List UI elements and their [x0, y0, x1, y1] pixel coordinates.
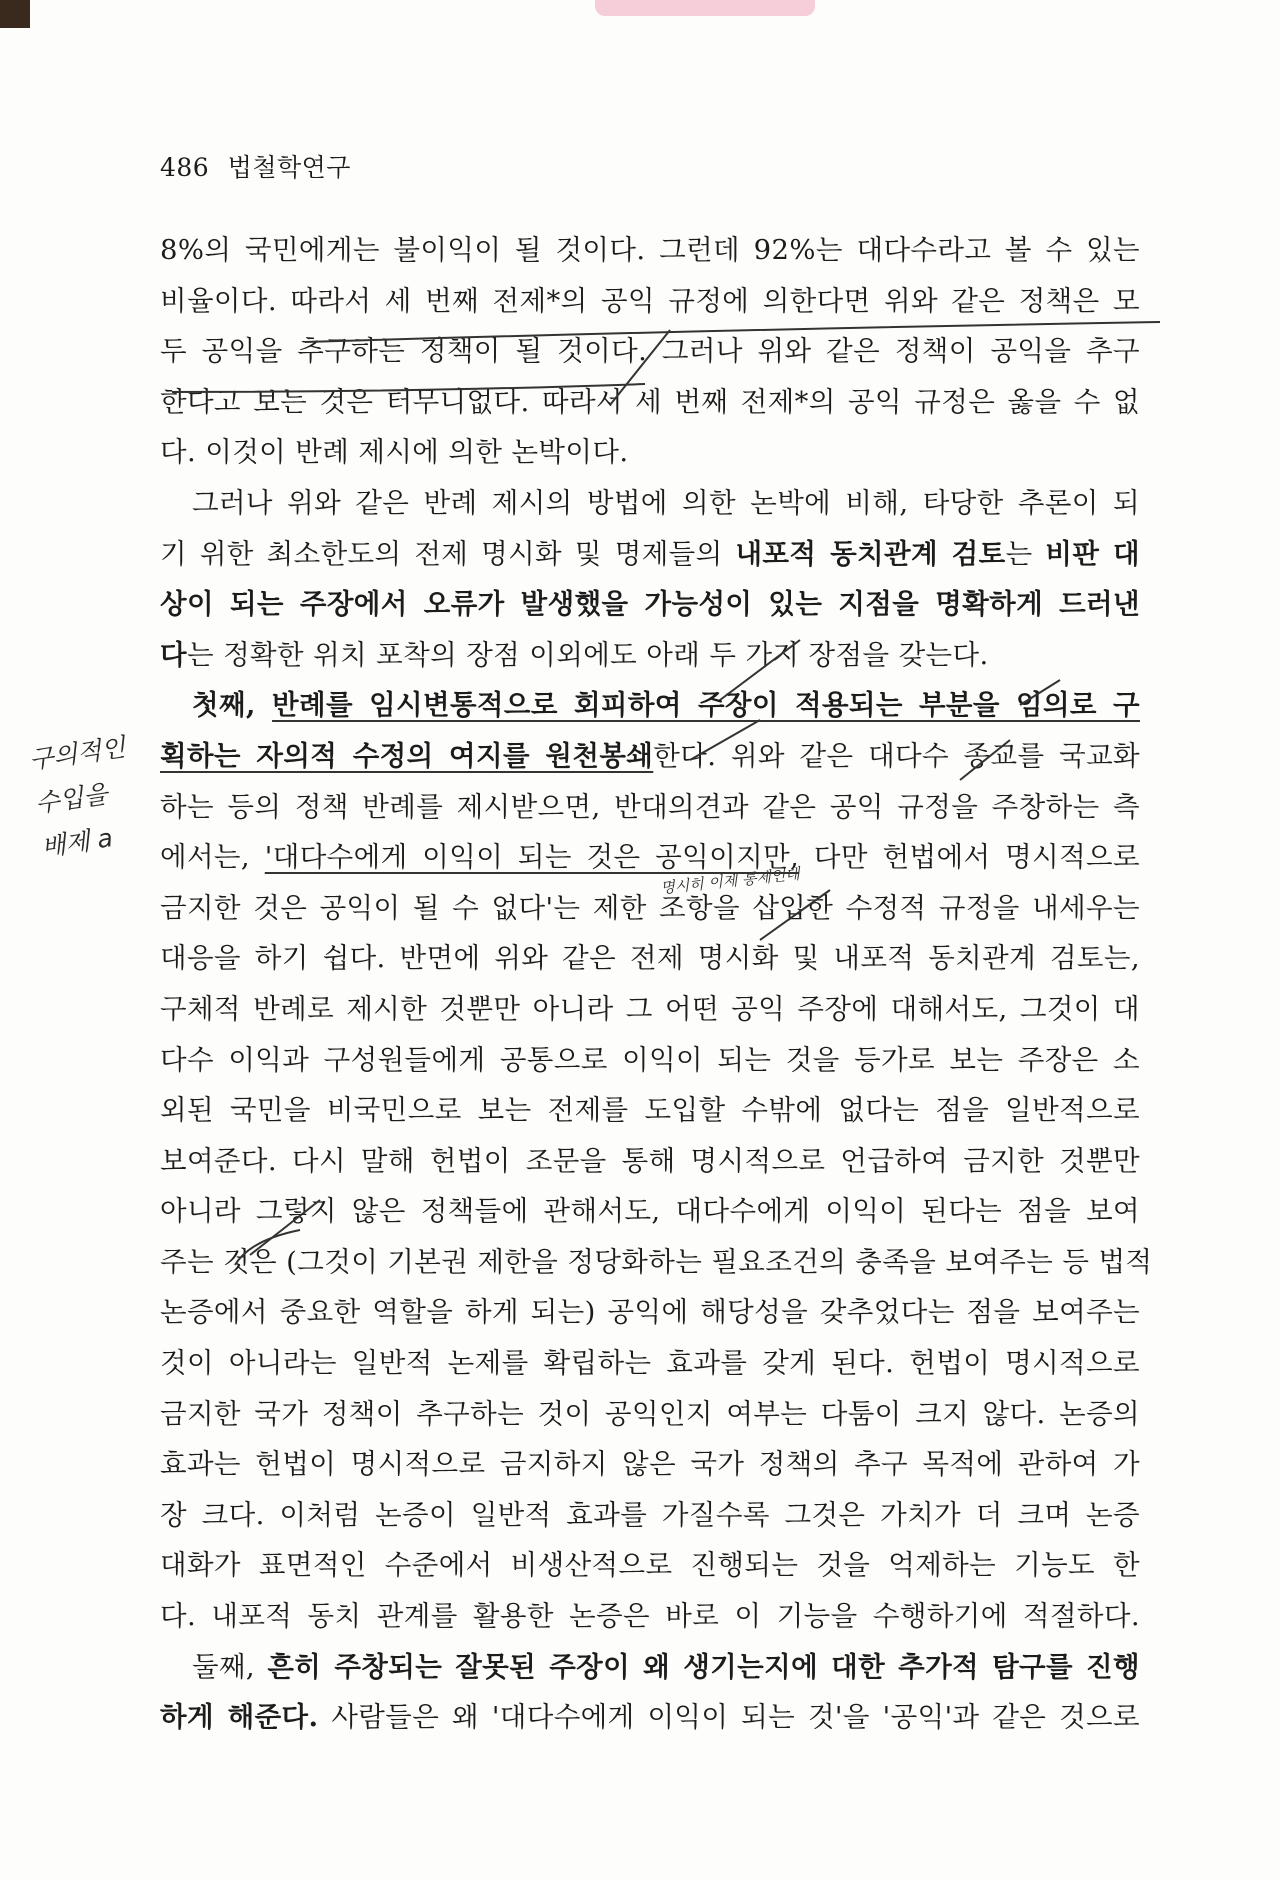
text-line	[160, 1642, 1140, 1693]
bold-text: 비판 대	[1045, 537, 1141, 570]
margin-note-line: 수입을	[33, 779, 110, 819]
body-text	[160, 225, 1153, 1743]
text-line: 아니라 그렇지 않은 정책들에 관해서도, 대다수에게 이익이 된다는 점을 보여	[160, 1195, 1140, 1228]
text-line: 8%의 국민에게는 불이익이 될 것이다. 그런데 92%는 대다수라고 볼 수 있는	[160, 234, 1140, 266]
bold-text: 첫째,	[192, 689, 273, 722]
text-line: 장 크다. 이처럼 논증이 일반적 효과를 가질수록 그것은 가치가 더 크며 논증	[160, 1498, 1140, 1531]
sticky-tab	[595, 0, 815, 16]
page-number: 486	[160, 153, 210, 182]
handwritten-inline-note: 명시히 이제 통제인데	[659, 864, 801, 898]
margin-note-line: 배제 a	[39, 823, 115, 862]
text-line: 논증에서 중요한 역할을 하게 되는) 공익에 해당성을 갖추었다는 점을 보여주는	[160, 1296, 1140, 1329]
text-line: 대응을 하기 쉽다. 반면에 위와 같은 전제 명시화 및 내포적 동치관계 검토는,	[160, 942, 1140, 975]
bold-text: 상이 되는 주장에서 오류가 발생했을 가능성이 있는 지점을 명확하게 드러낸	[160, 588, 1140, 621]
text-line: 다수 이익과 구성원들에게 공통으로 이익이 되는 것을 등가로 보는 주장은 소	[160, 1043, 1140, 1076]
text-span: 둘째,	[192, 1650, 268, 1683]
text-span: 기 위한 최소한도의 전제 명시화 및 명제들의	[160, 537, 736, 570]
margin-note-line: 구의적인	[27, 732, 128, 775]
text-line: 효과는 헌법이 명시적으로 금지하지 않은 국가 정책의 추구 목적에 관하여 가	[160, 1448, 1140, 1481]
running-header	[160, 148, 351, 184]
text-line: 두 공익을 추구하는 정책이 될 것이다. 그러나 위와 같은 정책이 공익을 추구	[160, 335, 1140, 368]
text-line: 다. 이것이 반례 제시에 의한 논박이다.	[160, 436, 629, 469]
bold-text: 다	[160, 638, 187, 671]
text-line	[160, 731, 1140, 782]
text-span: 에서는,	[160, 841, 265, 874]
text-line	[160, 630, 1140, 681]
text-line: 한다고 보는 것은 터무니없다. 따라서 세 번째 전제*의 공익 규정은 옳을 수 없	[160, 385, 1140, 418]
text-line	[160, 832, 1140, 883]
text-span: '대다수에게 이익이 되는 것은 공익이지만,	[264, 841, 800, 874]
text-line: 것이 아니라는 일반적 논제를 확립하는 효과를 갖게 된다. 헌법이 명시적으로	[160, 1347, 1140, 1380]
handwritten-margin-note	[26, 722, 163, 869]
text-line: 구체적 반례로 제시한 것뿐만 아니라 그 어떤 공익 주장에 대해서도, 그것이 대	[160, 992, 1140, 1025]
bold-text: 획하는 자의적 수정의 여지를 원천봉쇄	[160, 739, 654, 772]
text-line: 금지한 것은 공익이 될 수 없다'는 제한 조항을 삽입한 수정적 규정을 내세우는	[160, 891, 1140, 924]
text-line	[160, 529, 1140, 580]
text-line	[160, 1692, 1140, 1743]
bold-text: 하게 해준다.	[160, 1701, 319, 1734]
scan-corner-mark	[0, 0, 30, 28]
text-line: 대화가 표면적인 수준에서 비생산적으로 진행되는 것을 억제하는 기능도 한	[160, 1549, 1140, 1582]
bold-text: 내포적 동치관계 검토	[735, 537, 1006, 570]
text-line: 그러나 위와 같은 반례 제시의 방법에 의한 논박에 비해, 타당한 추론이 되	[192, 486, 1140, 519]
text-span: 한다. 위와 같은 대다수 종교를 국교화	[653, 739, 1140, 772]
bold-text: 흔히 주창되는 잘못된 주장이 왜 생기는지에 대한 추가적 탐구를 진행	[267, 1650, 1140, 1683]
text-span: 다만 헌법에서 명시적으로	[799, 841, 1140, 874]
text-line: 외된 국민을 비국민으로 보는 전제를 도입할 수밖에 없다는 점을 일반적으로	[160, 1094, 1140, 1127]
text-line: 하는 등의 정책 반례를 제시받으면, 반대의견과 같은 공익 규정을 주창하는 측	[160, 790, 1140, 823]
text-line: 비율이다. 따라서 세 번째 전제*의 공익 규정에 의한다면 위와 같은 정책은 모	[160, 284, 1140, 317]
text-line: 금지한 국가 정책이 추구하는 것이 공익인지 여부는 다툼이 크지 않다. 논증의	[160, 1397, 1140, 1430]
text-line	[160, 579, 1140, 630]
bold-text: 반례를 임시변통적으로 회피하여 주장이 적용되는 부분을 임의로 구	[272, 689, 1140, 722]
text-span: 는 정확한 위치 포착의 장점 이외에도 아래 두 가지 장점을 갖는다.	[186, 638, 989, 671]
text-line: 보여준다. 다시 말해 헌법이 조문을 통해 명시적으로 언급하여 금지한 것뿐만	[160, 1144, 1140, 1177]
text-line: 주는 것은 (그것이 기본권 제한을 정당화하는 필요조건의 충족을 보여주는 등 법적	[160, 1245, 1153, 1278]
text-line	[160, 680, 1140, 731]
text-span: 는	[1005, 537, 1046, 570]
journal-title: 법철학연구	[227, 153, 351, 182]
text-line: 다. 내포적 동치 관계를 활용한 논증은 바로 이 기능을 수행하기에 적절하다.	[160, 1600, 1140, 1633]
text-span: 사람들은 왜 '대다수에게 이익이 되는 것'을 '공익'과 같은 것으로	[318, 1701, 1140, 1734]
